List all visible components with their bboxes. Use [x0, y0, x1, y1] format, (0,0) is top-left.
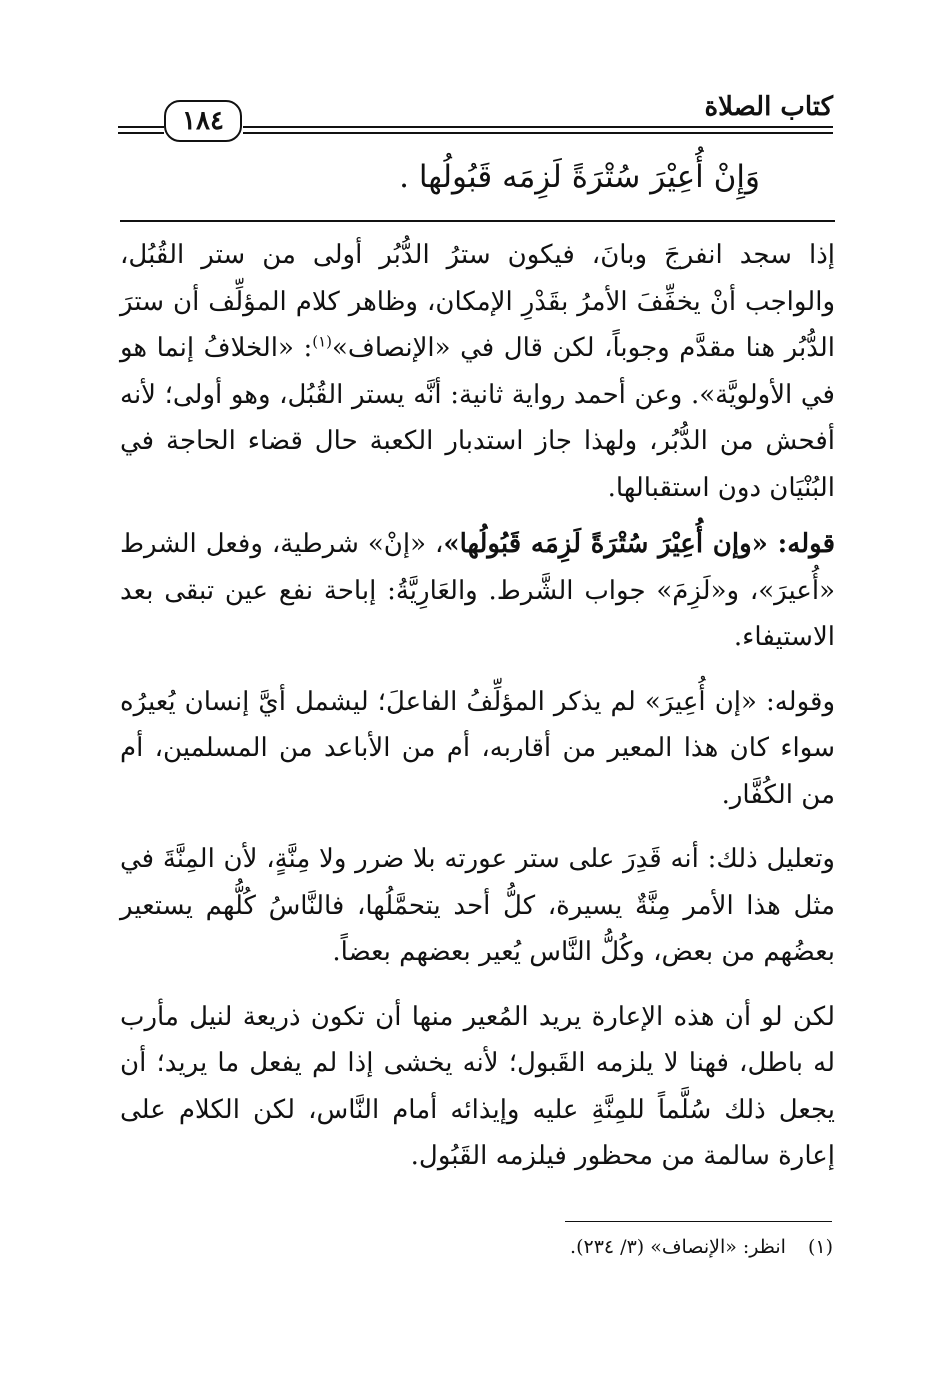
- paragraph-5: [120, 994, 835, 1180]
- paragraph-2-lead: قوله: «وإن أُعِيْرَ سُتْرَةً لَزِمَه قَبُولُها»: [443, 529, 835, 559]
- paragraph-2: [120, 521, 835, 661]
- paragraph-4: [120, 836, 835, 976]
- paragraph-1: [120, 232, 835, 511]
- footnote-text: انظر: «الإنصاف» (٣/ ٢٣٤).: [570, 1236, 786, 1258]
- paragraph-4-text: وتعليل ذلك: أنه قَدِرَ على ستر عورته بلا ضرر ولا مِنَّةٍ، لأن المِنَّةَ في مثل هذا الأمر مِنَّةٌ يسيرة، كلُّ أحد يتحمَّلُها، فالنَّاسُ كُلُّهم يستعير بعضُهم من بعض، وكُلُّ النَّاس يُعير بعضهم بعضاً.: [120, 844, 835, 967]
- page-number: ١٨٤: [164, 100, 242, 142]
- paragraph-3-text: وقوله: «إن أُعِيرَ» لم يذكر المؤلِّفُ الفاعلَ؛ ليشمل أيَّ إنسان يُعيرُه سواء كان هذا المعير من أقاربه، أم من الأباعد من المسلمين، أم من الكُفَّار.: [120, 686, 835, 810]
- footnote-1: [118, 1232, 833, 1262]
- matn-text: وَإِنْ أُعِيْرَ سُتْرَةً لَزِمَه قَبُولُها .: [399, 159, 760, 195]
- header-double-rule: [243, 126, 833, 134]
- paragraph-2-text: ، «إنْ» شرطية، وفعل الشرط «أُعيرَ»، و«لَزِمَ» جواب الشَّرط. والعَارِيَّةُ: إباحة نفع عين تبقى بعد الاستيفاء.: [120, 529, 835, 652]
- commentary-body: [120, 232, 835, 1190]
- running-header: [118, 90, 833, 142]
- footnote-separator-rule: [565, 1221, 832, 1222]
- paragraph-5-text: لكن لو أن هذه الإعارة يريد المُعير منها أن تكون ذريعة لنيل مأرب له باطل، فهنا لا يلزمه القَبول؛ لأنه يخشى إذا لم يفعل ما يريد؛ أن يجعل ذلك سُلَّماً للمِنَّةِ عليه وإيذائه أمام النَّاس، لكن الكلام على إعارة سالمة من محظور فيلزمه القَبُول.: [120, 1001, 835, 1171]
- paragraph-3: [120, 679, 835, 819]
- chapter-title: كتاب الصلاة: [704, 92, 833, 122]
- header-double-rule-left: [118, 126, 164, 134]
- paragraph-1-text-after: : «الخلافُ إنما هو في الأولويَّة». وعن أحمد رواية ثانية: أنَّه يستر القُبُل، وهو أولى؛ لأنه أفحش من الدُّبُر، ولهذا جاز استدبار الكعبة حال قضاء الحاجة في البُنْيَان دون استقبالها.: [120, 333, 835, 503]
- matn-separator-rule: [120, 220, 835, 222]
- footnote-ref[interactable]: (١): [312, 332, 333, 351]
- footnote-number: (١): [807, 1236, 833, 1258]
- paragraph-1-text: إذا سجد انفرجَ وبانَ، فيكون سترُ الدُّبُر أولى من ستر القُبُل، والواجب أنْ يخفِّفَ الأمرُ بقَدْرِ الإمكان، وظاهر كلام المؤلِّف أن سترَ الدُّبُر هنا مقدَّم وجوباً، لكن قال في «الإنصاف»: [120, 240, 835, 363]
